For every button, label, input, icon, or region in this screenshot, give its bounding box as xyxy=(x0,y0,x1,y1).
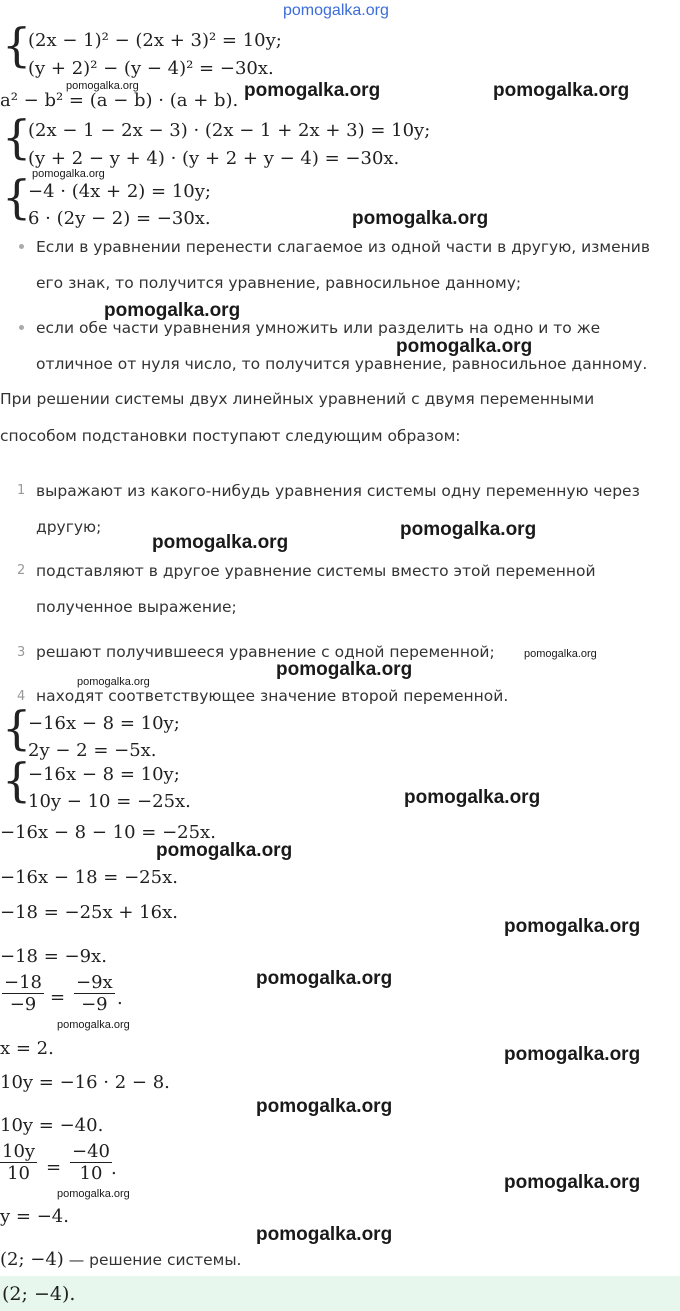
step1-line2: другую; xyxy=(36,518,102,536)
numerator: −9x xyxy=(76,972,113,993)
solution-step-6: 10y = −16 · 2 − 8. xyxy=(0,1072,170,1093)
watermark: pomogalka.org xyxy=(256,1224,393,1245)
step-number: 1 xyxy=(17,483,26,498)
system4-eq2: 2y − 2 = −5x. xyxy=(28,740,157,761)
system5-eq2: 10y − 10 = −25x. xyxy=(28,791,191,812)
solution-y-value: y = −4. xyxy=(0,1206,69,1227)
watermark: pomogalka.org xyxy=(524,648,597,660)
rule1-line2: его знак, то получится уравнение, равносильное данному; xyxy=(36,274,522,292)
denominator: −9 xyxy=(81,994,108,1015)
system3-eq1: −4 · (4x + 2) = 10y; xyxy=(28,181,211,202)
step1-line1: выражают из какого-нибудь уравнения системы одну переменную через xyxy=(36,482,640,500)
solution-x-value: x = 2. xyxy=(0,1038,54,1059)
step-number: 4 xyxy=(17,689,26,704)
watermark: pomogalka.org xyxy=(256,1096,393,1117)
watermark: pomogalka.org xyxy=(57,1188,130,1200)
numerator: −18 xyxy=(4,972,42,993)
watermark: pomogalka.org xyxy=(244,80,381,101)
watermark-top: pomogalka.org xyxy=(283,2,389,19)
step-number: 2 xyxy=(17,563,26,578)
watermark: pomogalka.org xyxy=(57,1019,130,1031)
solution-step-3: −18 = −25x + 16x. xyxy=(0,902,178,923)
fraction-right xyxy=(74,972,115,1015)
step3-line1: решают получившееся уравнение с одной переменной; xyxy=(36,643,495,661)
system2-eq1: (2x − 1 − 2x − 3) · (2x − 1 + 2x + 3) = 10y; xyxy=(28,120,431,141)
system3-eq2: 6 · (2y − 2) = −30x. xyxy=(28,208,211,229)
watermark: pomogalka.org xyxy=(400,519,537,540)
conclusion-text: — решение системы. xyxy=(63,1251,242,1269)
watermark: pomogalka.org xyxy=(504,1172,641,1193)
watermark: pomogalka.org xyxy=(104,300,241,321)
period: . xyxy=(111,1158,117,1179)
answer-value: (2; −4). xyxy=(2,1283,76,1305)
system-brace: { xyxy=(2,701,32,755)
equals-sign: = xyxy=(50,987,66,1008)
system1-eq2: (y + 2)² − (y − 4)² = −30x. xyxy=(28,58,274,79)
solution-step-2: −16x − 18 = −25x. xyxy=(0,867,178,888)
watermark: pomogalka.org xyxy=(156,840,293,861)
watermark: pomogalka.org xyxy=(493,80,630,101)
bullet-dot xyxy=(19,244,24,249)
difference-of-squares-formula: a² − b² = (a − b) · (a + b). xyxy=(0,90,239,111)
intro-line1: При решении системы двух линейных уравнений с двумя переменными xyxy=(0,390,595,408)
fraction-right xyxy=(70,1141,112,1184)
system2-eq2: (y + 2 − y + 4) · (y + 2 + y − 4) = −30x. xyxy=(28,148,400,169)
rule2-line2: отличное от нуля число, то получится уравнение, равносильное данному. xyxy=(36,355,648,373)
step2-line2: полученное выражение; xyxy=(36,598,237,616)
watermark: pomogalka.org xyxy=(77,676,150,688)
watermark: pomogalka.org xyxy=(396,336,533,357)
bullet-dot xyxy=(19,325,24,330)
system-brace: { xyxy=(2,753,32,807)
equals-sign: = xyxy=(46,1157,62,1178)
watermark: pomogalka.org xyxy=(32,168,105,180)
solution-pair: (2; −4) xyxy=(0,1249,64,1270)
fraction-left xyxy=(0,1141,37,1184)
denominator: 10 xyxy=(79,1163,103,1184)
system5-eq1: −16x − 8 = 10y; xyxy=(28,764,180,785)
watermark: pomogalka.org xyxy=(276,659,413,680)
system-brace: { xyxy=(2,110,32,164)
conclusion xyxy=(0,1249,242,1271)
rule2-line1: если обе части уравнения умножить или разделить на одно и то же xyxy=(36,319,601,337)
numerator: −40 xyxy=(72,1141,110,1162)
watermark: pomogalka.org xyxy=(152,532,289,553)
system-brace: { xyxy=(2,18,32,72)
system-brace: { xyxy=(2,170,32,224)
system1-eq1: (2x − 1)² − (2x + 3)² = 10y; xyxy=(28,30,282,51)
solution-step-4: −18 = −9x. xyxy=(0,946,107,967)
step4-line1: находят соответствующее значение второй переменной. xyxy=(36,687,509,705)
watermark: pomogalka.org xyxy=(66,80,139,92)
denominator: 10 xyxy=(7,1163,30,1184)
numerator: 10y xyxy=(2,1141,36,1162)
watermark: pomogalka.org xyxy=(404,787,541,808)
watermark: pomogalka.org xyxy=(352,208,489,229)
fraction-left xyxy=(2,972,44,1015)
watermark: pomogalka.org xyxy=(504,1044,641,1065)
solution-step-7: 10y = −40. xyxy=(0,1115,104,1136)
denominator: −9 xyxy=(9,994,37,1015)
step2-line1: подставляют в другое уравнение системы вместо этой переменной xyxy=(36,562,596,580)
answer-box xyxy=(0,1276,680,1311)
watermark: pomogalka.org xyxy=(504,916,641,937)
rule1-line1: Если в уравнении перенести слагаемое из одной части в другую, изменив xyxy=(36,238,650,256)
period: . xyxy=(117,988,123,1009)
solution-step-1: −16x − 8 − 10 = −25x. xyxy=(0,822,216,843)
watermark: pomogalka.org xyxy=(256,968,393,989)
step-number: 3 xyxy=(17,645,26,660)
system4-eq1: −16x − 8 = 10y; xyxy=(28,713,180,734)
intro-line2: способом подстановки поступают следующим образом: xyxy=(0,427,461,445)
